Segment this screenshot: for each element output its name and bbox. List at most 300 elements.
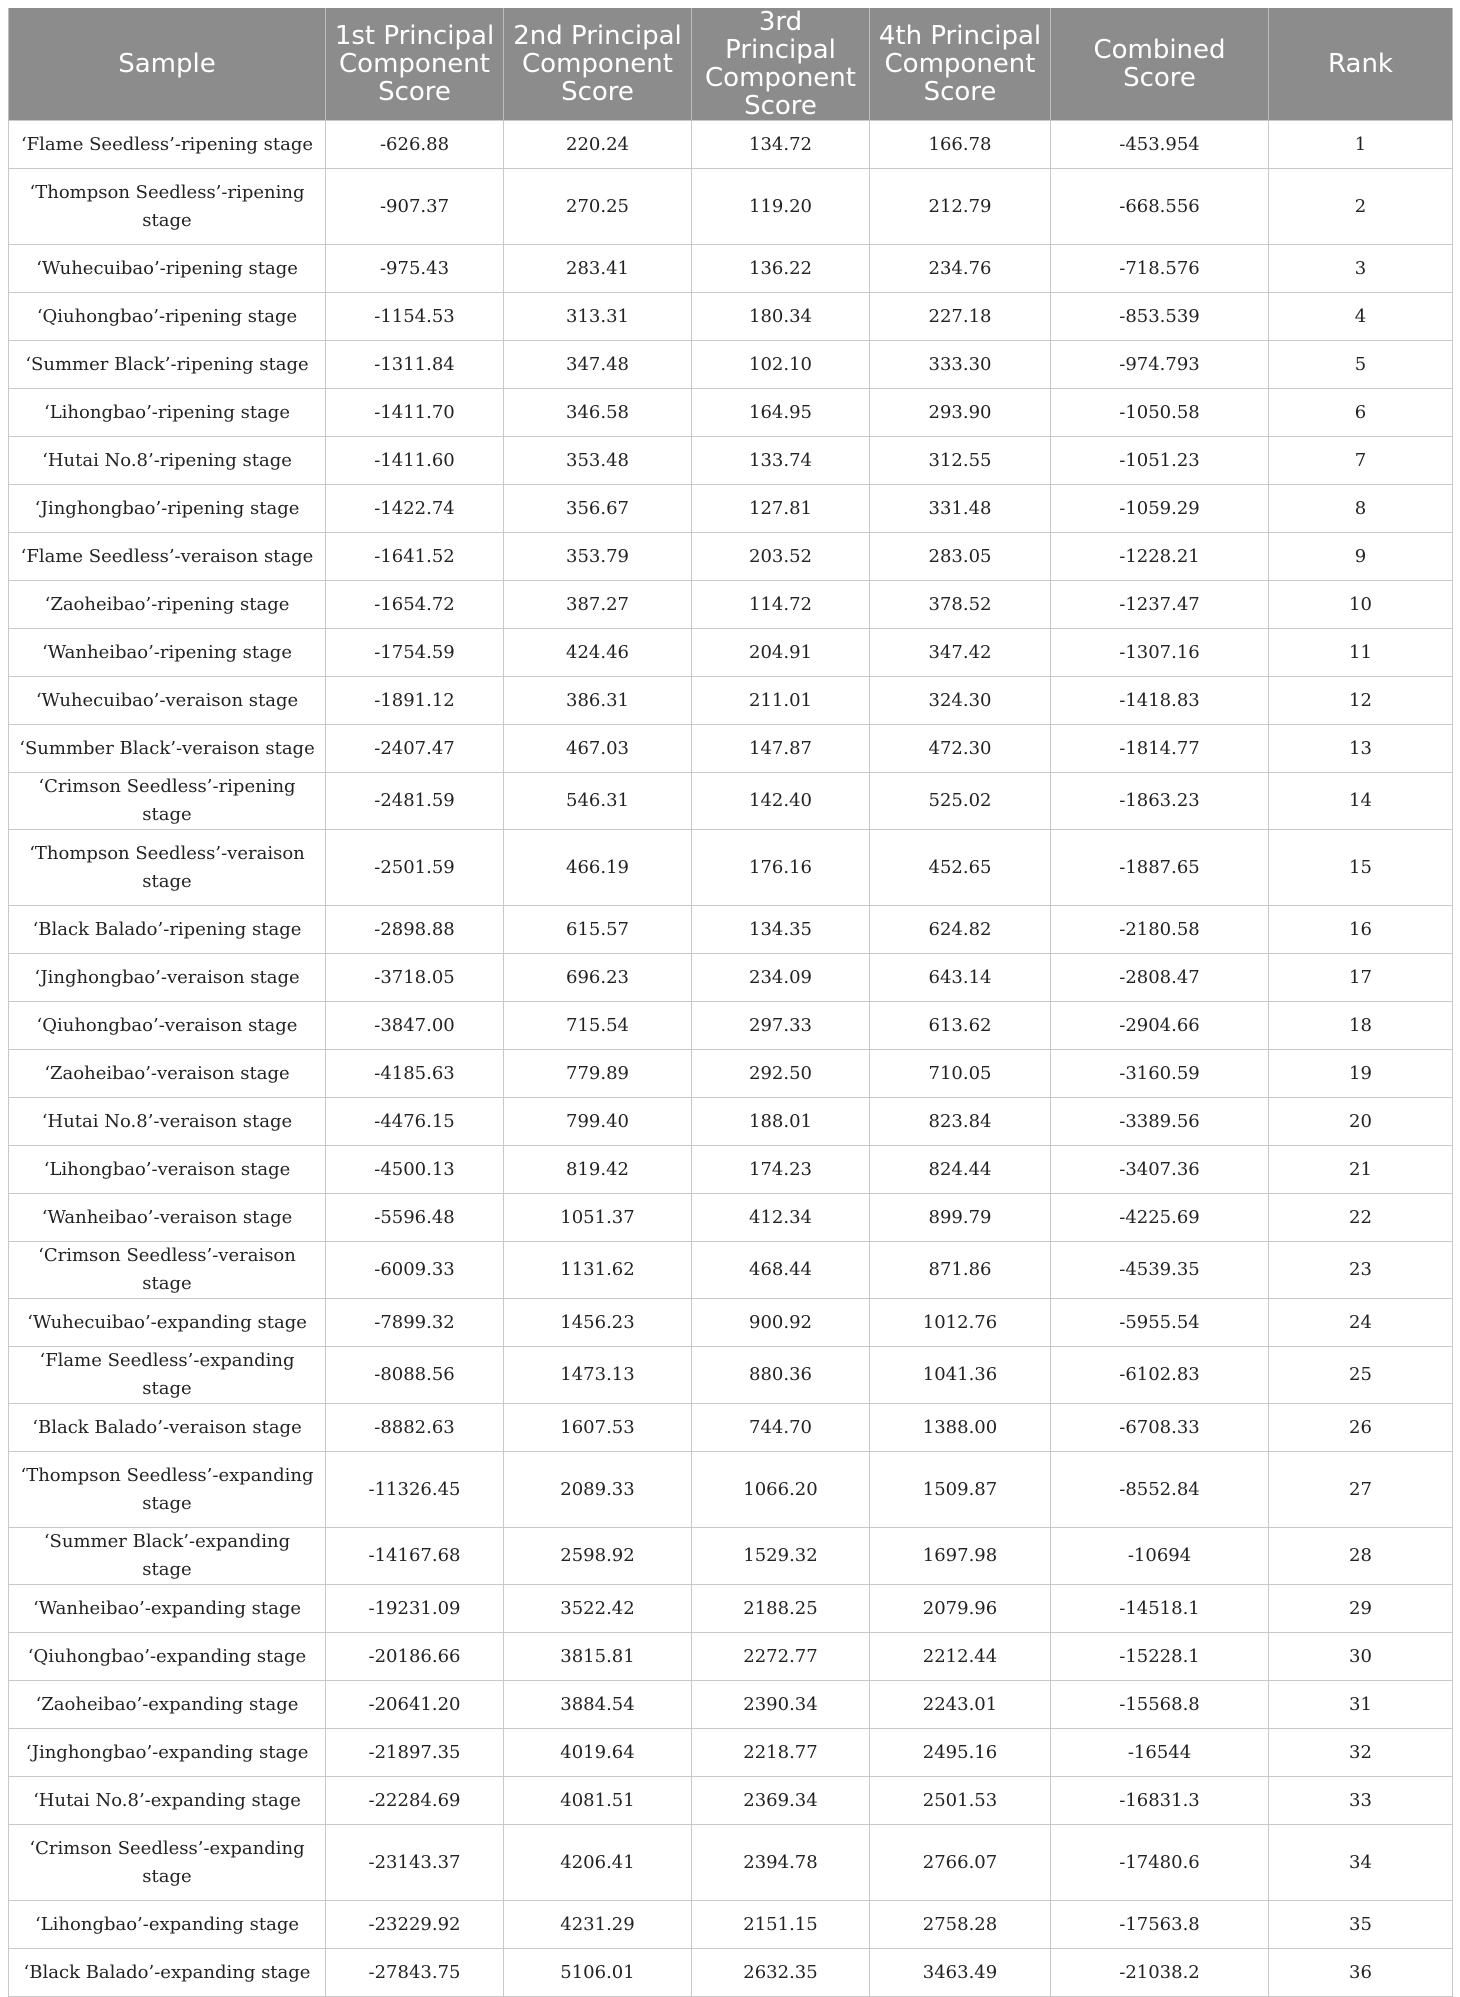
cell-pc1-score: -1754.59	[326, 629, 504, 677]
cell-pc3-score: 127.81	[692, 485, 870, 533]
cell-combined-score: -2180.58	[1051, 906, 1269, 954]
cell-sample: ‘Wuhecuibao’-veraison stage	[9, 677, 326, 725]
cell-pc4-score: 2766.07	[870, 1825, 1051, 1901]
cell-pc2-score: 353.79	[504, 533, 692, 581]
cell-pc1-score: -2501.59	[326, 830, 504, 906]
cell-rank: 11	[1269, 629, 1453, 677]
table-row	[9, 773, 1453, 830]
cell-pc2-score: 4019.64	[504, 1729, 692, 1777]
cell-pc4-score: 624.82	[870, 906, 1051, 954]
cell-pc1-score: -1411.70	[326, 389, 504, 437]
cell-sample: ‘Hutai No.8’-veraison stage	[9, 1098, 326, 1146]
cell-pc4-score: 2212.44	[870, 1633, 1051, 1681]
cell-sample: ‘Wanheibao’-expanding stage	[9, 1585, 326, 1633]
cell-combined-score: -1228.21	[1051, 533, 1269, 581]
cell-combined-score: -5955.54	[1051, 1299, 1269, 1347]
table-row	[9, 245, 1453, 293]
cell-rank: 23	[1269, 1242, 1453, 1299]
cell-pc3-score: 176.16	[692, 830, 870, 906]
cell-sample: ‘Hutai No.8’-expanding stage	[9, 1777, 326, 1825]
cell-pc4-score: 227.18	[870, 293, 1051, 341]
cell-pc3-score: 188.01	[692, 1098, 870, 1146]
table-row	[9, 1901, 1453, 1949]
cell-sample: ‘Summer Black’-ripening stage	[9, 341, 326, 389]
cell-pc4-score: 899.79	[870, 1194, 1051, 1242]
cell-combined-score: -1051.23	[1051, 437, 1269, 485]
cell-pc3-score: 136.22	[692, 245, 870, 293]
cell-rank: 33	[1269, 1777, 1453, 1825]
cell-pc1-score: -5596.48	[326, 1194, 504, 1242]
header-rank: Rank	[1269, 8, 1453, 121]
cell-pc4-score: 331.48	[870, 485, 1051, 533]
cell-pc3-score: 203.52	[692, 533, 870, 581]
cell-rank: 17	[1269, 954, 1453, 1002]
cell-pc2-score: 353.48	[504, 437, 692, 485]
cell-pc1-score: -2898.88	[326, 906, 504, 954]
cell-rank: 29	[1269, 1585, 1453, 1633]
cell-sample: ‘Flame Seedless’-expanding stage	[9, 1347, 326, 1404]
cell-rank: 6	[1269, 389, 1453, 437]
cell-pc2-score: 3522.42	[504, 1585, 692, 1633]
table-row	[9, 485, 1453, 533]
cell-combined-score: -453.954	[1051, 121, 1269, 169]
cell-combined-score: -718.576	[1051, 245, 1269, 293]
cell-pc1-score: -19231.09	[326, 1585, 504, 1633]
cell-combined-score: -853.539	[1051, 293, 1269, 341]
table-row	[9, 1729, 1453, 1777]
table-row	[9, 1098, 1453, 1146]
cell-sample: ‘Crimson Seedless’-ripening stage	[9, 773, 326, 830]
table-row	[9, 725, 1453, 773]
header-row	[9, 8, 1453, 121]
cell-sample: ‘Black Balado’-expanding stage	[9, 1949, 326, 1997]
cell-pc3-score: 292.50	[692, 1050, 870, 1098]
cell-sample: ‘Wanheibao’-veraison stage	[9, 1194, 326, 1242]
cell-rank: 18	[1269, 1002, 1453, 1050]
table-row	[9, 1242, 1453, 1299]
cell-rank: 25	[1269, 1347, 1453, 1404]
cell-pc1-score: -4185.63	[326, 1050, 504, 1098]
cell-combined-score: -1814.77	[1051, 725, 1269, 773]
table-row	[9, 830, 1453, 906]
cell-pc3-score: 134.72	[692, 121, 870, 169]
cell-pc2-score: 346.58	[504, 389, 692, 437]
table-body	[9, 121, 1453, 1997]
cell-pc1-score: -23229.92	[326, 1901, 504, 1949]
table-row	[9, 1825, 1453, 1901]
cell-pc4-score: 643.14	[870, 954, 1051, 1002]
cell-pc1-score: -4500.13	[326, 1146, 504, 1194]
cell-combined-score: -21038.2	[1051, 1949, 1269, 1997]
cell-sample: ‘Lihongbao’-ripening stage	[9, 389, 326, 437]
cell-pc2-score: 2089.33	[504, 1452, 692, 1528]
cell-combined-score: -1307.16	[1051, 629, 1269, 677]
cell-pc1-score: -4476.15	[326, 1098, 504, 1146]
cell-pc1-score: -8088.56	[326, 1347, 504, 1404]
cell-pc2-score: 313.31	[504, 293, 692, 341]
cell-pc4-score: 1012.76	[870, 1299, 1051, 1347]
cell-rank: 30	[1269, 1633, 1453, 1681]
cell-pc4-score: 2501.53	[870, 1777, 1051, 1825]
cell-pc1-score: -20641.20	[326, 1681, 504, 1729]
cell-combined-score: -1863.23	[1051, 773, 1269, 830]
cell-sample: ‘Zaoheibao’-expanding stage	[9, 1681, 326, 1729]
cell-rank: 2	[1269, 169, 1453, 245]
cell-combined-score: -14518.1	[1051, 1585, 1269, 1633]
cell-pc1-score: -7899.32	[326, 1299, 504, 1347]
cell-pc1-score: -626.88	[326, 121, 504, 169]
cell-pc4-score: 1388.00	[870, 1404, 1051, 1452]
cell-pc3-score: 1529.32	[692, 1528, 870, 1585]
cell-pc3-score: 2151.15	[692, 1901, 870, 1949]
table-row	[9, 1528, 1453, 1585]
cell-rank: 26	[1269, 1404, 1453, 1452]
cell-pc3-score: 211.01	[692, 677, 870, 725]
cell-combined-score: -668.556	[1051, 169, 1269, 245]
cell-pc3-score: 174.23	[692, 1146, 870, 1194]
cell-pc4-score: 312.55	[870, 437, 1051, 485]
table-row	[9, 581, 1453, 629]
cell-sample: ‘Flame Seedless’-veraison stage	[9, 533, 326, 581]
cell-pc3-score: 297.33	[692, 1002, 870, 1050]
cell-pc1-score: -2481.59	[326, 773, 504, 830]
cell-pc2-score: 356.67	[504, 485, 692, 533]
cell-rank: 5	[1269, 341, 1453, 389]
table-row	[9, 121, 1453, 169]
cell-pc1-score: -6009.33	[326, 1242, 504, 1299]
table-row	[9, 954, 1453, 1002]
cell-rank: 20	[1269, 1098, 1453, 1146]
cell-sample: ‘Summer Black’-expanding stage	[9, 1528, 326, 1585]
cell-combined-score: -1050.58	[1051, 389, 1269, 437]
cell-sample: ‘Jinghongbao’-veraison stage	[9, 954, 326, 1002]
cell-combined-score: -17480.6	[1051, 1825, 1269, 1901]
cell-pc3-score: 114.72	[692, 581, 870, 629]
table-row	[9, 1777, 1453, 1825]
cell-pc3-score: 2369.34	[692, 1777, 870, 1825]
cell-rank: 31	[1269, 1681, 1453, 1729]
cell-rank: 16	[1269, 906, 1453, 954]
cell-pc1-score: -1411.60	[326, 437, 504, 485]
table-row	[9, 1452, 1453, 1528]
table-row	[9, 1347, 1453, 1404]
cell-rank: 21	[1269, 1146, 1453, 1194]
cell-pc2-score: 715.54	[504, 1002, 692, 1050]
cell-pc1-score: -975.43	[326, 245, 504, 293]
table-row	[9, 1681, 1453, 1729]
cell-pc1-score: -23143.37	[326, 1825, 504, 1901]
cell-pc3-score: 134.35	[692, 906, 870, 954]
cell-rank: 12	[1269, 677, 1453, 725]
table-row	[9, 677, 1453, 725]
table-row	[9, 533, 1453, 581]
cell-pc3-score: 119.20	[692, 169, 870, 245]
cell-pc1-score: -907.37	[326, 169, 504, 245]
cell-pc2-score: 1607.53	[504, 1404, 692, 1452]
cell-pc4-score: 324.30	[870, 677, 1051, 725]
cell-rank: 3	[1269, 245, 1453, 293]
cell-pc3-score: 2272.77	[692, 1633, 870, 1681]
cell-sample: ‘Qiuhongbao’-veraison stage	[9, 1002, 326, 1050]
cell-pc1-score: -21897.35	[326, 1729, 504, 1777]
cell-pc2-score: 1473.13	[504, 1347, 692, 1404]
cell-sample: ‘Flame Seedless’-ripening stage	[9, 121, 326, 169]
cell-pc3-score: 147.87	[692, 725, 870, 773]
cell-pc4-score: 347.42	[870, 629, 1051, 677]
cell-pc4-score: 472.30	[870, 725, 1051, 773]
cell-pc3-score: 204.91	[692, 629, 870, 677]
header-sample: Sample	[9, 8, 326, 121]
cell-combined-score: -10694	[1051, 1528, 1269, 1585]
cell-pc4-score: 234.76	[870, 245, 1051, 293]
header-pc2-score: 2nd Principal Component Score	[504, 8, 692, 121]
cell-pc1-score: -2407.47	[326, 725, 504, 773]
cell-rank: 22	[1269, 1194, 1453, 1242]
cell-pc2-score: 615.57	[504, 906, 692, 954]
cell-pc1-score: -20186.66	[326, 1633, 504, 1681]
cell-pc4-score: 2758.28	[870, 1901, 1051, 1949]
cell-pc2-score: 347.48	[504, 341, 692, 389]
cell-combined-score: -1059.29	[1051, 485, 1269, 533]
cell-pc4-score: 283.05	[870, 533, 1051, 581]
cell-pc4-score: 2079.96	[870, 1585, 1051, 1633]
cell-combined-score: -2904.66	[1051, 1002, 1269, 1050]
cell-rank: 36	[1269, 1949, 1453, 1997]
cell-pc2-score: 4206.41	[504, 1825, 692, 1901]
cell-combined-score: -974.793	[1051, 341, 1269, 389]
cell-sample: ‘Zaoheibao’-veraison stage	[9, 1050, 326, 1098]
cell-pc1-score: -8882.63	[326, 1404, 504, 1452]
cell-sample: ‘Qiuhongbao’-ripening stage	[9, 293, 326, 341]
cell-rank: 14	[1269, 773, 1453, 830]
cell-sample: ‘Qiuhongbao’-expanding stage	[9, 1633, 326, 1681]
cell-pc3-score: 2394.78	[692, 1825, 870, 1901]
cell-sample: ‘Thompson Seedless’-veraison stage	[9, 830, 326, 906]
cell-pc4-score: 1697.98	[870, 1528, 1051, 1585]
table-row	[9, 1585, 1453, 1633]
cell-pc2-score: 696.23	[504, 954, 692, 1002]
cell-pc3-score: 412.34	[692, 1194, 870, 1242]
cell-pc2-score: 819.42	[504, 1146, 692, 1194]
table-row	[9, 1194, 1453, 1242]
cell-sample: ‘Black Balado’-veraison stage	[9, 1404, 326, 1452]
cell-pc1-score: -22284.69	[326, 1777, 504, 1825]
cell-pc3-score: 2390.34	[692, 1681, 870, 1729]
header-pc1-score: 1st Principal Component Score	[326, 8, 504, 121]
cell-pc2-score: 270.25	[504, 169, 692, 245]
cell-pc4-score: 1509.87	[870, 1452, 1051, 1528]
table-row	[9, 629, 1453, 677]
cell-pc3-score: 2632.35	[692, 1949, 870, 1997]
cell-combined-score: -17563.8	[1051, 1901, 1269, 1949]
cell-pc4-score: 166.78	[870, 121, 1051, 169]
cell-combined-score: -2808.47	[1051, 954, 1269, 1002]
table-row	[9, 389, 1453, 437]
cell-pc2-score: 3815.81	[504, 1633, 692, 1681]
cell-pc2-score: 1051.37	[504, 1194, 692, 1242]
cell-combined-score: -3389.56	[1051, 1098, 1269, 1146]
cell-pc2-score: 3884.54	[504, 1681, 692, 1729]
cell-rank: 13	[1269, 725, 1453, 773]
cell-rank: 24	[1269, 1299, 1453, 1347]
cell-rank: 35	[1269, 1901, 1453, 1949]
cell-pc3-score: 102.10	[692, 341, 870, 389]
cell-pc2-score: 1456.23	[504, 1299, 692, 1347]
cell-pc3-score: 234.09	[692, 954, 870, 1002]
cell-pc2-score: 799.40	[504, 1098, 692, 1146]
cell-pc2-score: 424.46	[504, 629, 692, 677]
cell-rank: 10	[1269, 581, 1453, 629]
cell-rank: 34	[1269, 1825, 1453, 1901]
cell-pc4-score: 2243.01	[870, 1681, 1051, 1729]
table-row	[9, 1299, 1453, 1347]
cell-combined-score: -4539.35	[1051, 1242, 1269, 1299]
cell-pc4-score: 525.02	[870, 773, 1051, 830]
cell-pc2-score: 1131.62	[504, 1242, 692, 1299]
header-pc3-score: 3rd Principal Component Score	[692, 8, 870, 121]
cell-rank: 32	[1269, 1729, 1453, 1777]
cell-pc3-score: 2188.25	[692, 1585, 870, 1633]
cell-pc3-score: 900.92	[692, 1299, 870, 1347]
cell-sample: ‘Summber Black’-veraison stage	[9, 725, 326, 773]
cell-pc4-score: 452.65	[870, 830, 1051, 906]
cell-pc2-score: 546.31	[504, 773, 692, 830]
cell-rank: 8	[1269, 485, 1453, 533]
header-combined-score: Combined Score	[1051, 8, 1269, 121]
cell-pc4-score: 823.84	[870, 1098, 1051, 1146]
cell-pc4-score: 333.30	[870, 341, 1051, 389]
table-row	[9, 906, 1453, 954]
cell-sample: ‘Lihongbao’-veraison stage	[9, 1146, 326, 1194]
cell-sample: ‘Thompson Seedless’-expanding stage	[9, 1452, 326, 1528]
cell-sample: ‘Hutai No.8’-ripening stage	[9, 437, 326, 485]
cell-pc2-score: 467.03	[504, 725, 692, 773]
cell-pc2-score: 220.24	[504, 121, 692, 169]
cell-pc2-score: 2598.92	[504, 1528, 692, 1585]
cell-pc3-score: 880.36	[692, 1347, 870, 1404]
cell-pc4-score: 212.79	[870, 169, 1051, 245]
cell-sample: ‘Crimson Seedless’-expanding stage	[9, 1825, 326, 1901]
cell-sample: ‘Jinghongbao’-expanding stage	[9, 1729, 326, 1777]
cell-rank: 1	[1269, 121, 1453, 169]
cell-pc2-score: 387.27	[504, 581, 692, 629]
cell-pc3-score: 744.70	[692, 1404, 870, 1452]
cell-rank: 4	[1269, 293, 1453, 341]
table-row	[9, 437, 1453, 485]
cell-pc1-score: -27843.75	[326, 1949, 504, 1997]
cell-pc4-score: 293.90	[870, 389, 1051, 437]
cell-pc4-score: 871.86	[870, 1242, 1051, 1299]
cell-sample: ‘Black Balado’-ripening stage	[9, 906, 326, 954]
cell-combined-score: -3407.36	[1051, 1146, 1269, 1194]
table-row	[9, 1146, 1453, 1194]
header-pc4-score: 4th Principal Component Score	[870, 8, 1051, 121]
table-row	[9, 1050, 1453, 1098]
cell-combined-score: -16544	[1051, 1729, 1269, 1777]
cell-combined-score: -1887.65	[1051, 830, 1269, 906]
cell-combined-score: -15568.8	[1051, 1681, 1269, 1729]
pca-score-table	[8, 8, 1453, 1997]
cell-pc3-score: 2218.77	[692, 1729, 870, 1777]
cell-pc3-score: 142.40	[692, 773, 870, 830]
cell-pc3-score: 133.74	[692, 437, 870, 485]
table-row	[9, 341, 1453, 389]
cell-combined-score: -8552.84	[1051, 1452, 1269, 1528]
cell-combined-score: -6102.83	[1051, 1347, 1269, 1404]
cell-pc4-score: 378.52	[870, 581, 1051, 629]
cell-sample: ‘Zaoheibao’-ripening stage	[9, 581, 326, 629]
cell-rank: 28	[1269, 1528, 1453, 1585]
cell-sample: ‘Jinghongbao’-ripening stage	[9, 485, 326, 533]
cell-sample: ‘Lihongbao’-expanding stage	[9, 1901, 326, 1949]
cell-pc1-score: -1311.84	[326, 341, 504, 389]
cell-pc2-score: 466.19	[504, 830, 692, 906]
cell-rank: 15	[1269, 830, 1453, 906]
cell-sample: ‘Thompson Seedless’-ripening stage	[9, 169, 326, 245]
cell-pc1-score: -11326.45	[326, 1452, 504, 1528]
table-row	[9, 1949, 1453, 1997]
cell-sample: ‘Wanheibao’-ripening stage	[9, 629, 326, 677]
cell-combined-score: -1418.83	[1051, 677, 1269, 725]
table-row	[9, 1404, 1453, 1452]
cell-pc3-score: 180.34	[692, 293, 870, 341]
cell-pc1-score: -3718.05	[326, 954, 504, 1002]
cell-sample: ‘Crimson Seedless’-veraison stage	[9, 1242, 326, 1299]
cell-rank: 9	[1269, 533, 1453, 581]
cell-rank: 27	[1269, 1452, 1453, 1528]
cell-pc4-score: 710.05	[870, 1050, 1051, 1098]
cell-pc3-score: 468.44	[692, 1242, 870, 1299]
cell-pc4-score: 824.44	[870, 1146, 1051, 1194]
cell-pc1-score: -1641.52	[326, 533, 504, 581]
cell-rank: 19	[1269, 1050, 1453, 1098]
table-row	[9, 293, 1453, 341]
cell-pc3-score: 164.95	[692, 389, 870, 437]
table-header	[9, 8, 1453, 121]
cell-pc2-score: 779.89	[504, 1050, 692, 1098]
cell-pc1-score: -3847.00	[326, 1002, 504, 1050]
table-row	[9, 1633, 1453, 1681]
cell-combined-score: -1237.47	[1051, 581, 1269, 629]
cell-combined-score: -6708.33	[1051, 1404, 1269, 1452]
cell-pc2-score: 283.41	[504, 245, 692, 293]
cell-pc2-score: 5106.01	[504, 1949, 692, 1997]
cell-pc4-score: 1041.36	[870, 1347, 1051, 1404]
cell-pc1-score: -14167.68	[326, 1528, 504, 1585]
cell-sample: ‘Wuhecuibao’-expanding stage	[9, 1299, 326, 1347]
cell-combined-score: -4225.69	[1051, 1194, 1269, 1242]
cell-pc1-score: -1154.53	[326, 293, 504, 341]
cell-pc4-score: 2495.16	[870, 1729, 1051, 1777]
cell-pc4-score: 3463.49	[870, 1949, 1051, 1997]
cell-pc2-score: 4231.29	[504, 1901, 692, 1949]
cell-combined-score: -15228.1	[1051, 1633, 1269, 1681]
cell-combined-score: -16831.3	[1051, 1777, 1269, 1825]
cell-pc3-score: 1066.20	[692, 1452, 870, 1528]
cell-sample: ‘Wuhecuibao’-ripening stage	[9, 245, 326, 293]
cell-pc4-score: 613.62	[870, 1002, 1051, 1050]
table-row	[9, 169, 1453, 245]
cell-combined-score: -3160.59	[1051, 1050, 1269, 1098]
cell-pc2-score: 4081.51	[504, 1777, 692, 1825]
cell-pc1-score: -1422.74	[326, 485, 504, 533]
table-row	[9, 1002, 1453, 1050]
pca-score-table-container	[8, 8, 1452, 1997]
cell-rank: 7	[1269, 437, 1453, 485]
cell-pc1-score: -1891.12	[326, 677, 504, 725]
cell-pc1-score: -1654.72	[326, 581, 504, 629]
cell-pc2-score: 386.31	[504, 677, 692, 725]
